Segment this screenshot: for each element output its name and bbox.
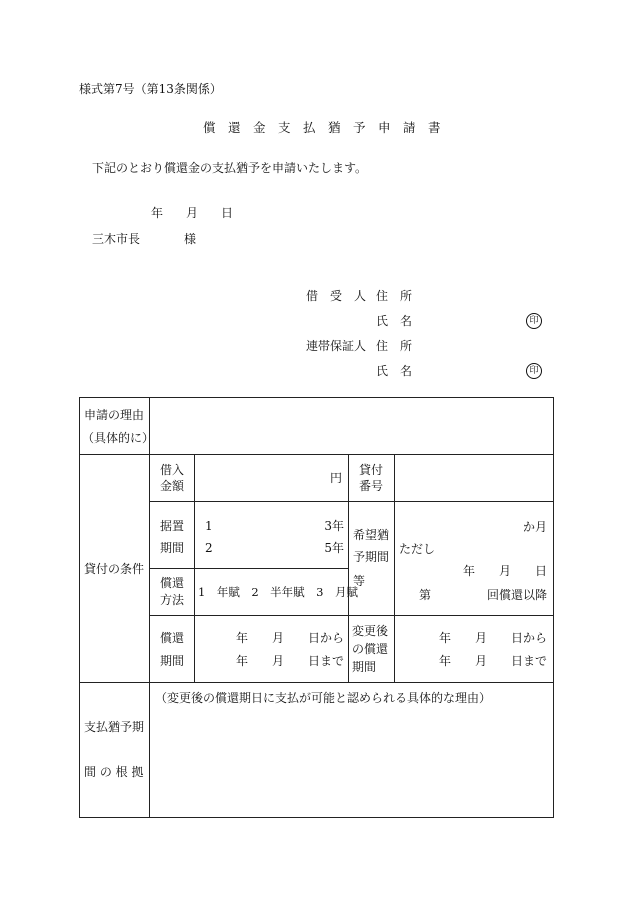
loan-amount-row (80, 455, 554, 502)
basis-row (80, 683, 554, 818)
reason-label-sub: （具体的に） (82, 431, 155, 445)
borrower-address-label: 住 所 (376, 289, 413, 303)
basis-input-cell[interactable] (150, 683, 554, 818)
borrower-name-label: 氏 名 (376, 314, 413, 328)
repay-method-options: 1 年賦 2 半年賦 3 月賦 (198, 585, 358, 599)
basis-label: 支払猶予期 (84, 720, 145, 734)
guarantor-seal-icon: 印 (526, 363, 542, 379)
loan-amount-label-2: 金額 (160, 479, 185, 493)
loan-conditions-label: 貸付の条件 (84, 561, 145, 576)
changed-period-input-cell[interactable] (395, 616, 554, 683)
grace-period-options-cell[interactable] (195, 502, 349, 569)
grace-period-row (80, 502, 554, 569)
desired-date: 年 月 日 (462, 563, 547, 578)
application-table (79, 397, 554, 818)
grace-period-label: 据置 (160, 519, 185, 533)
however-text: ただし (399, 541, 436, 556)
reason-input-cell[interactable] (150, 398, 554, 455)
repay-method-label-cell (150, 569, 195, 616)
borrower-seal-icon: 印 (526, 313, 542, 329)
repay-method-options-cell[interactable] (195, 569, 358, 616)
desired-period-label-2: 予期間 (353, 549, 390, 564)
guarantor-address-label: 住 所 (376, 339, 413, 353)
nth-suffix: 回償還以降 (486, 587, 547, 602)
grace-option-2-value: 5年 (324, 541, 344, 555)
loan-number-label-cell (349, 455, 395, 502)
changed-period-label-cell (349, 616, 395, 683)
basis-label-2: 間 の 根 拠 (84, 765, 144, 779)
repay-period-input-cell[interactable] (195, 616, 349, 683)
desired-period-input-cell[interactable] (395, 502, 554, 616)
changed-period-label-3: 期間 (352, 660, 377, 674)
grace-period-label-cell (150, 502, 195, 569)
grace-option-1-value: 3年 (324, 519, 344, 533)
guarantor-label: 連帯保証人 (306, 339, 367, 353)
changed-period-label-2: の償還 (352, 642, 389, 656)
date-day: 日 (221, 206, 234, 220)
grace-option-2: 2 (205, 541, 213, 555)
repay-to-date: 年 月 日まで (235, 654, 344, 668)
document-title: 償 還 金 支 払 猶 予 申 請 書 (203, 120, 441, 135)
intro-text: 下記のとおり償還金の支払猶予を申請いたします。 (92, 161, 368, 175)
date-month: 月 (186, 206, 199, 220)
repay-method-label-2: 方法 (160, 593, 185, 607)
yen-unit: 円 (329, 471, 342, 485)
loan-amount-input-cell[interactable] (195, 455, 349, 502)
changed-period-label: 変更後 (352, 624, 389, 638)
loan-conditions-cell (80, 455, 150, 683)
guarantor-name-label: 氏 名 (376, 364, 413, 378)
repay-period-row (80, 616, 554, 683)
reason-label-cell (80, 398, 155, 455)
loan-number-label: 貸付 (359, 463, 384, 477)
form-number: 様式第7号（第13条関係） (79, 82, 222, 96)
repay-period-label-cell (150, 616, 195, 683)
loan-amount-label-cell (150, 455, 195, 502)
basis-label-cell (80, 683, 150, 818)
loan-number-input-cell[interactable] (395, 455, 554, 502)
loan-amount-label: 借入 (160, 463, 185, 477)
changed-from-date: 年 月 日から (438, 631, 547, 645)
date-year: 年 (151, 206, 164, 220)
loan-number-label-2: 番号 (359, 479, 384, 493)
desired-period-label-3: 等 (353, 573, 366, 588)
months-unit: か月 (522, 519, 547, 534)
grace-period-label-2: 期間 (160, 541, 185, 555)
basis-note: （変更後の償還期日に支払が可能と認められる具体的な理由） (155, 691, 492, 705)
nth-label: 第 (419, 587, 432, 602)
changed-to-date: 年 月 日まで (438, 654, 547, 668)
desired-period-label: 希望猶 (353, 527, 390, 542)
reason-row (80, 398, 554, 455)
grace-option-1: 1 (205, 519, 213, 533)
addressee-honorific: 様 (184, 232, 197, 246)
addressee-name: 三木市長 (92, 232, 141, 246)
repay-period-label-2: 期間 (160, 654, 185, 668)
reason-label: 申請の理由 (84, 408, 145, 422)
borrower-label: 借 受 人 (306, 289, 367, 303)
repay-period-label: 償還 (160, 631, 185, 645)
repay-from-date: 年 月 日から (235, 631, 344, 645)
repay-method-label: 償還 (160, 576, 185, 590)
